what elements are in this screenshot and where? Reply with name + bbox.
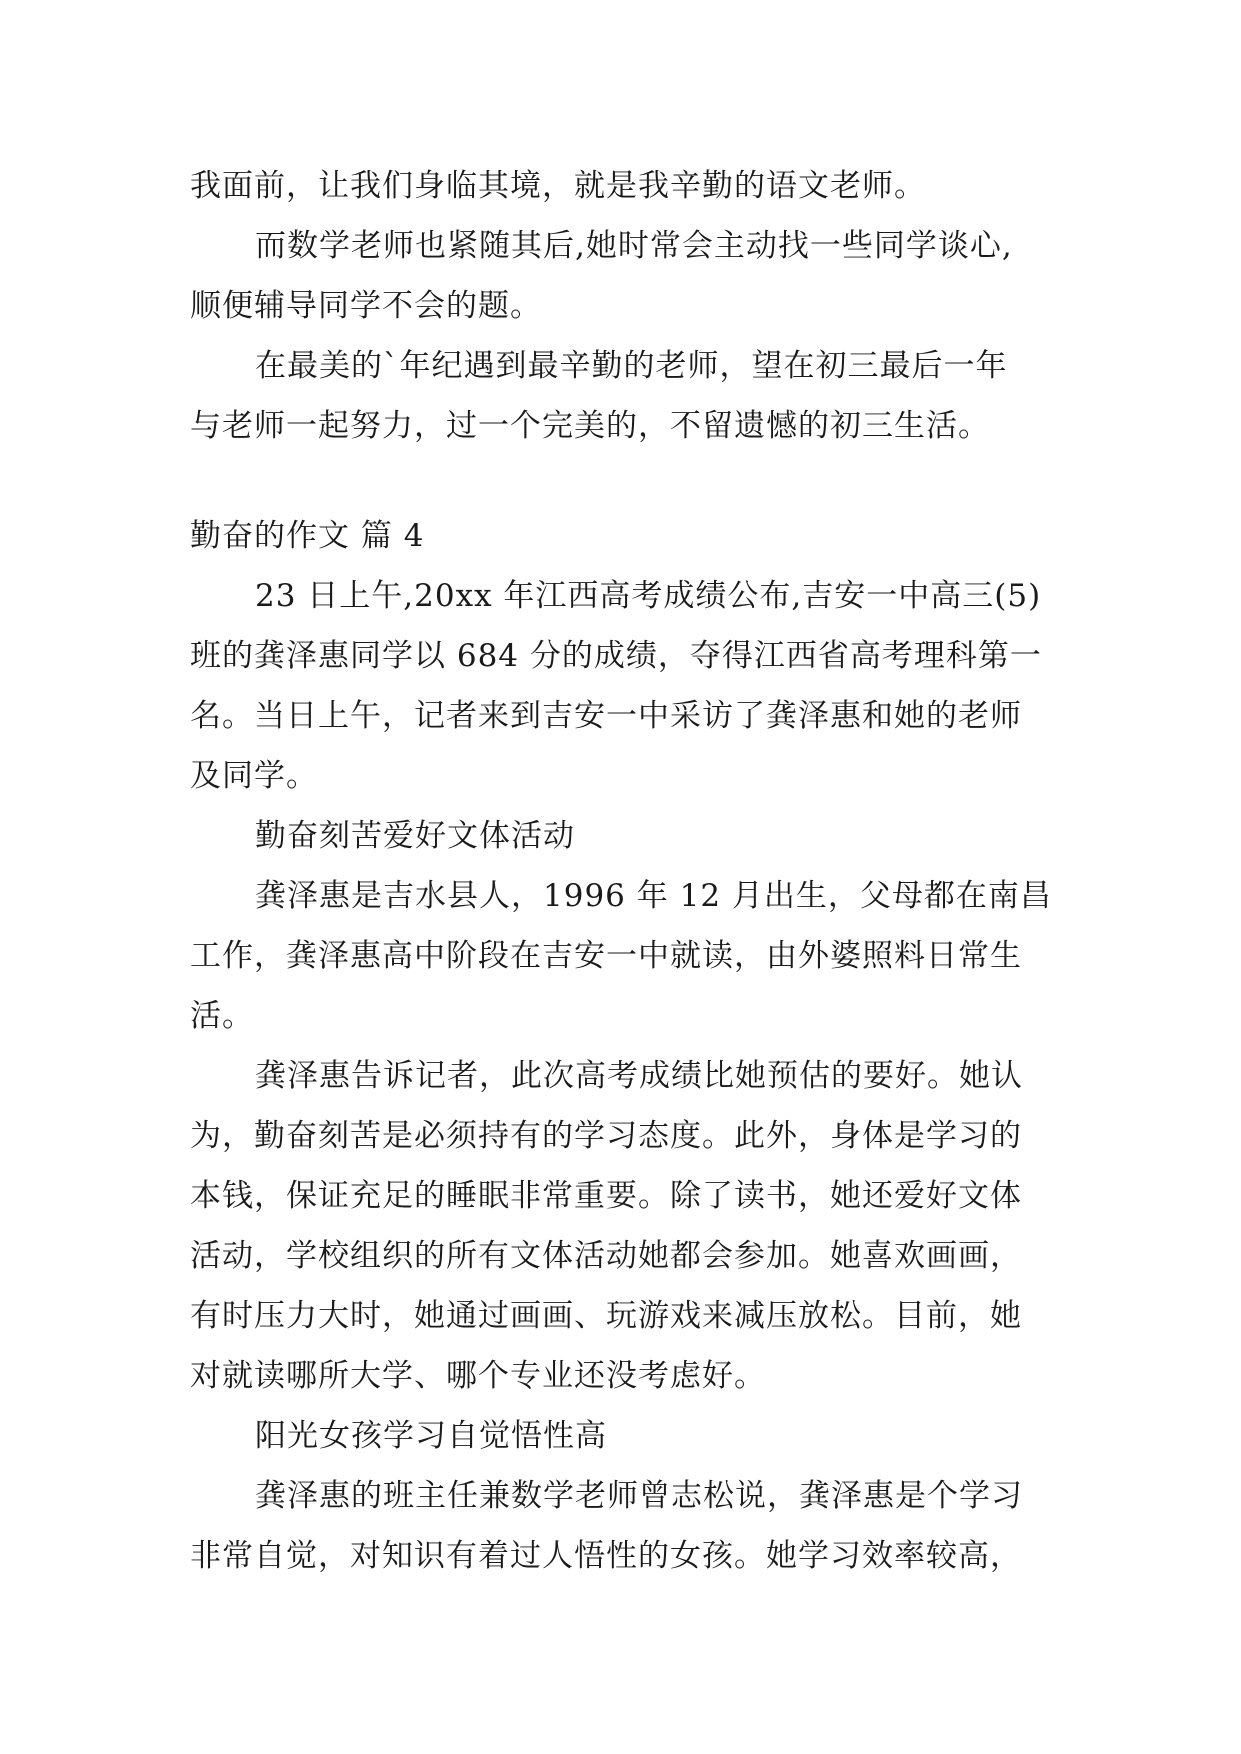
text-line: 与老师一起努力，过一个完美的，不留遗憾的初三生活。 xyxy=(190,408,990,444)
text-line: 龚泽惠是吉水县人，1996 年 12 月出生，父母都在南昌 xyxy=(255,878,1052,914)
text-line: 名。当日上午，记者来到吉安一中采访了龚泽惠和她的老师 xyxy=(190,698,1022,734)
text-line: 顺便辅导同学不会的题。 xyxy=(190,288,542,324)
text-line: 为，勤奋刻苦是必须持有的学习态度。此外，身体是学习的 xyxy=(190,1118,1022,1154)
text-line: 活动，学校组织的所有文体活动她都会参加。她喜欢画画， xyxy=(190,1238,1022,1274)
text-line: 非常自觉，对知识有着过人悟性的女孩。她学习效率较高， xyxy=(190,1538,1022,1574)
text-line: 龚泽惠的班主任兼数学老师曾志松说，龚泽惠是个学习 xyxy=(255,1478,1023,1514)
text-line: 有时压力大时，她通过画画、玩游戏来减压放松。目前，她 xyxy=(190,1298,1022,1334)
text-line: 我面前，让我们身临其境，就是我辛勤的语文老师。 xyxy=(190,168,926,204)
text-line: 在最美的`年纪遇到最辛勤的老师，望在初三最后一年 xyxy=(255,348,1008,384)
subheading: 阳光女孩学习自觉悟性高 xyxy=(255,1418,607,1454)
section-heading: 勤奋的作文 篇 4 xyxy=(190,518,425,554)
text-line: 本钱，保证充足的睡眠非常重要。除了读书，她还爱好文体 xyxy=(190,1178,1022,1214)
text-line: 工作，龚泽惠高中阶段在吉安一中就读，由外婆照料日常生 xyxy=(190,938,1022,974)
text-line: 而数学老师也紧随其后,她时常会主动找一些同学谈心, xyxy=(255,228,1013,264)
text-line: 及同学。 xyxy=(190,758,318,794)
text-line: 龚泽惠告诉记者，此次高考成绩比她预估的要好。她认 xyxy=(255,1058,1023,1094)
text-line: 班的龚泽惠同学以 684 分的成绩，夺得江西省高考理科第一 xyxy=(190,638,1042,674)
text-line: 活。 xyxy=(190,998,254,1034)
text-line: 23 日上午,20xx 年江西高考成绩公布,吉安一中高三(5) xyxy=(255,578,1042,614)
text-line: 对就读哪所大学、哪个专业还没考虑好。 xyxy=(190,1358,766,1394)
subheading: 勤奋刻苦爱好文体活动 xyxy=(255,818,575,854)
